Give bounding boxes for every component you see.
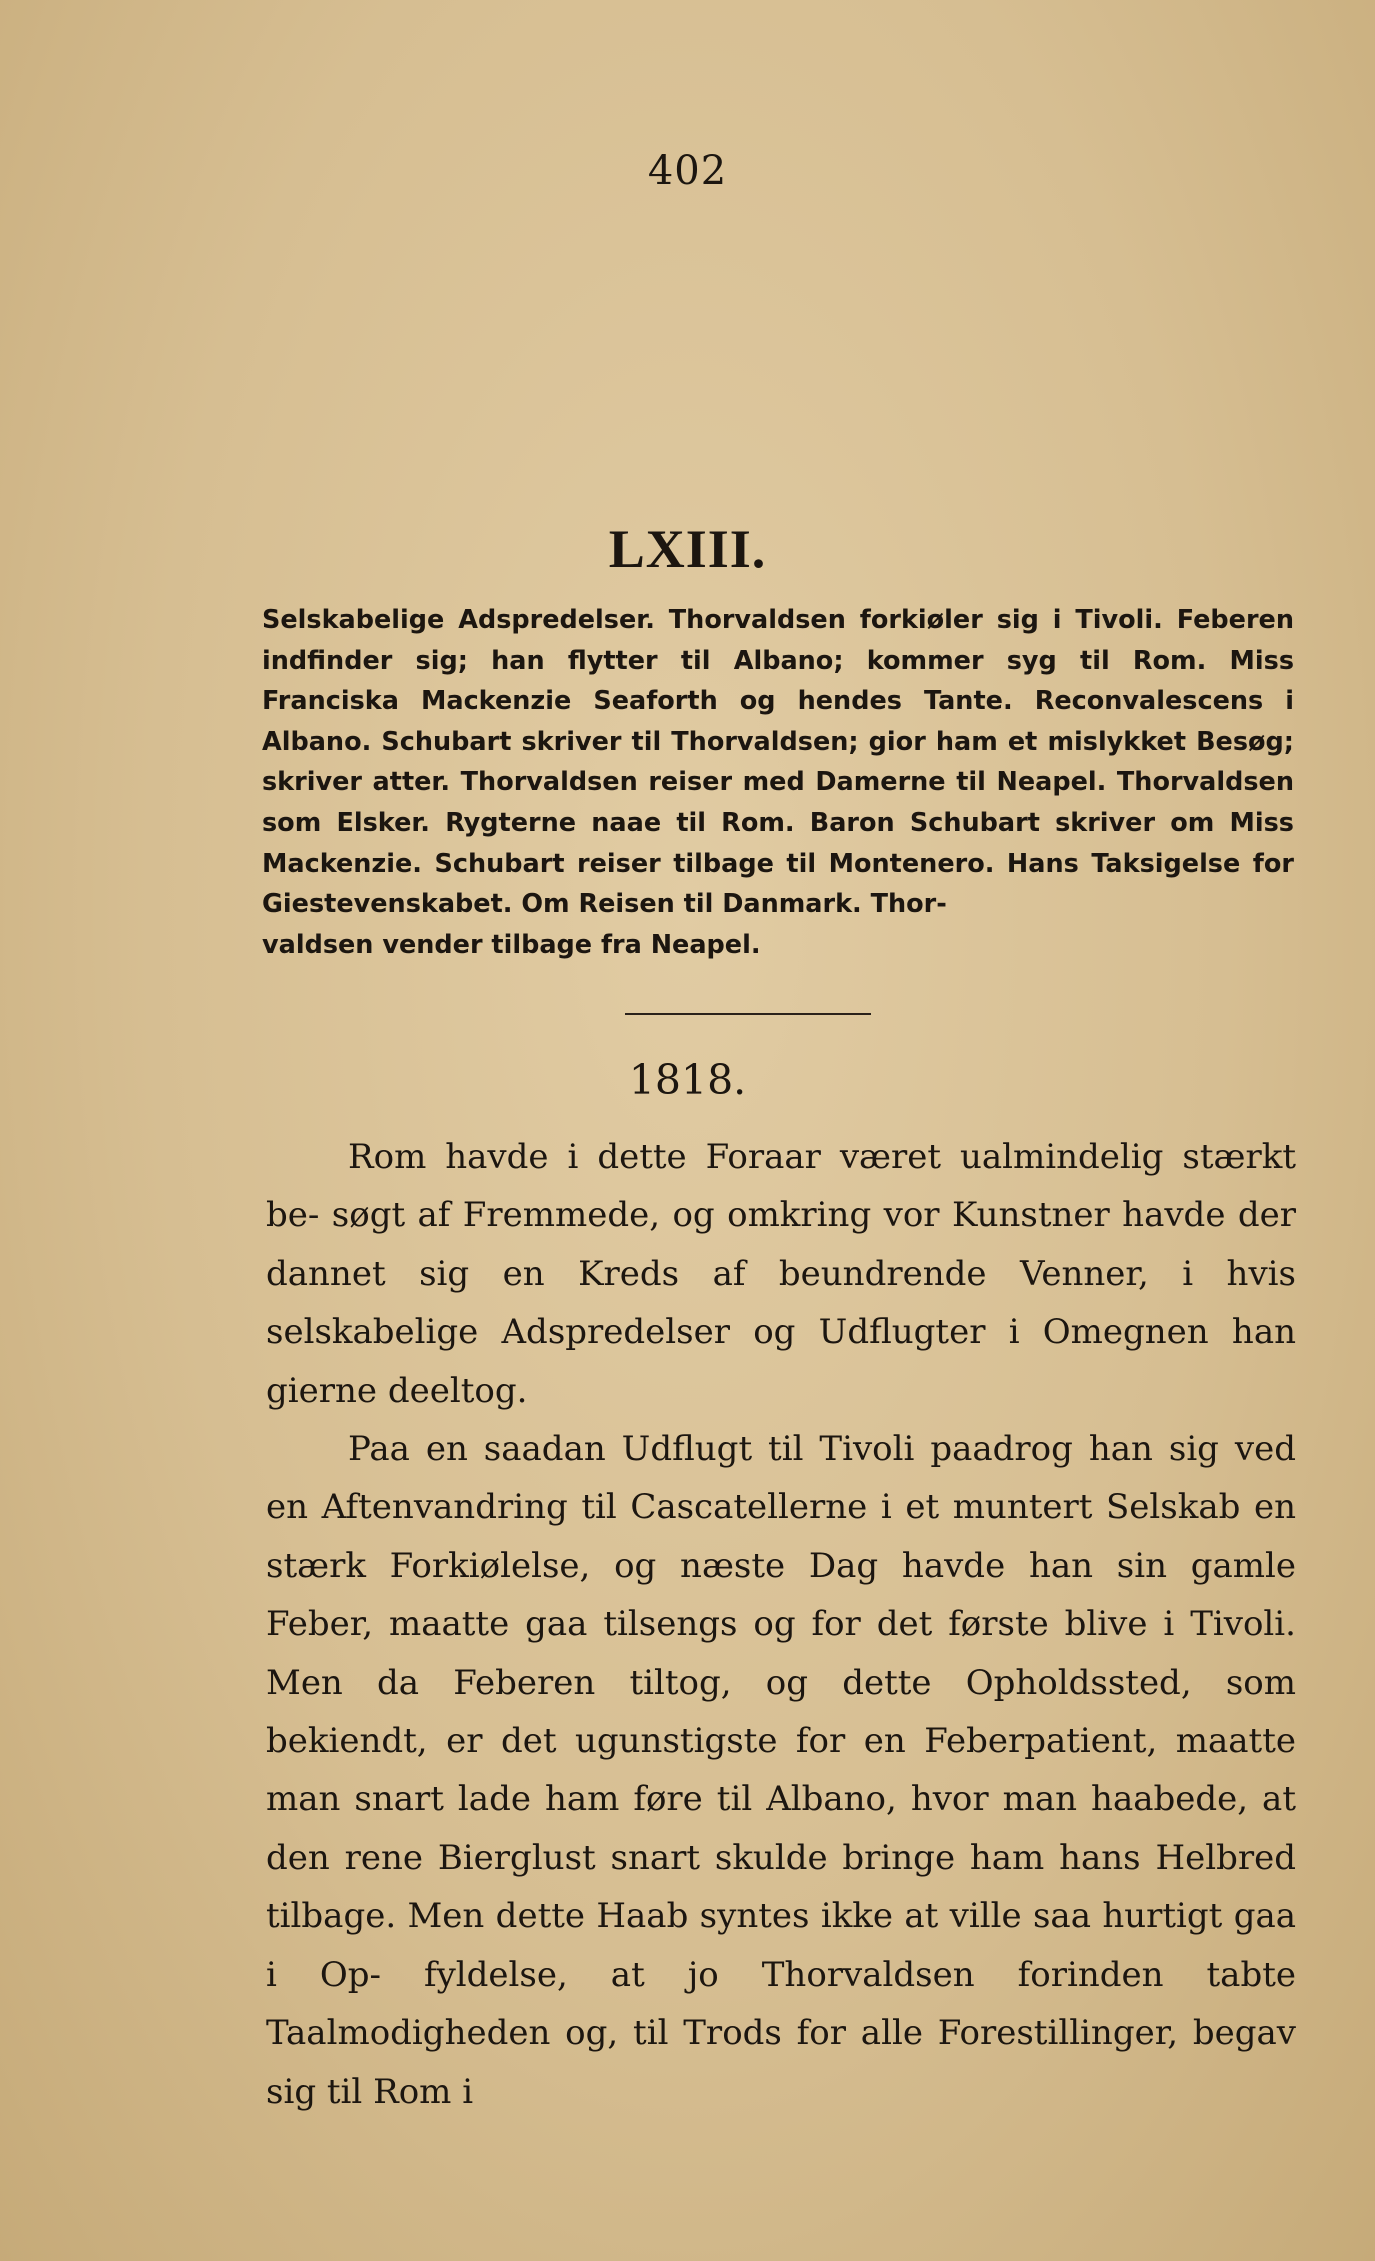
page-number: 402 bbox=[647, 148, 728, 194]
chapter-summary bbox=[262, 600, 1294, 965]
year-heading: 1818. bbox=[628, 1056, 747, 1104]
paragraph-2: Paa en saadan Udflugt til Tivoli paadrog han sig ved en Aftenvandring til Cascatellerne i et muntert Selskab en stærk Forkiølelse, og næste Dag havde han sin gamle Feber, maatte gaa tilsengs og for det første blive i Tivoli. Men da Feberen tiltog, og dette Opholdssted, som bekiendt, er det ugunstigste for en Feberpatient, maatte man snart lade ham føre til Albano, hvor man haabede, at den rene Bierglust snart skulde bringe ham hans Helbred tilbage. Men dette Haab syntes ikke at ville saa hurtigt gaa i Op- fyldelse, at jo Thorvaldsen forinden tabte Taalmodigheden og, til Trods for alle Forestillinger, begav sig til Rom i bbox=[266, 1429, 1296, 2112]
chapter-summary-last-line: valdsen vender tilbage fra Neapel. bbox=[262, 929, 761, 960]
chapter-summary-text: Selskabelige Adspredelser. Thorvaldsen forkiøler sig i Tivoli. Feberen indfinder sig; han flytter til Albano; kommer syg til Rom. Miss Franciska Mackenzie Seaforth og hendes Tante. Reconvalescens i Albano. Schubart skriver til Thorvaldsen; gior ham et mislykket Besøg; skriver atter. Thorvaldsen reiser med Damerne til Neapel. Thorvaldsen som Elsker. Rygterne naae til Rom. Baron Schubart skriver om Miss Mackenzie. Schubart reiser tilbage til Montenero. Hans Taksigelse for Giestevenskabet. Om Reisen til Danmark. Thor- bbox=[262, 605, 1294, 920]
body-text bbox=[266, 1128, 1296, 2121]
chapter-number: LXIII. bbox=[608, 519, 767, 579]
section-divider bbox=[625, 1013, 871, 1015]
paragraph-1: Rom havde i dette Foraar været ualmindelig stærkt be- søgt af Fremmede, og omkring vor Kunstner havde der dannet sig en Kreds af beundrende Venner, i hvis selskabelige Adspredelser og Udflugter i Omegnen han gierne deeltog. bbox=[266, 1137, 1296, 1411]
